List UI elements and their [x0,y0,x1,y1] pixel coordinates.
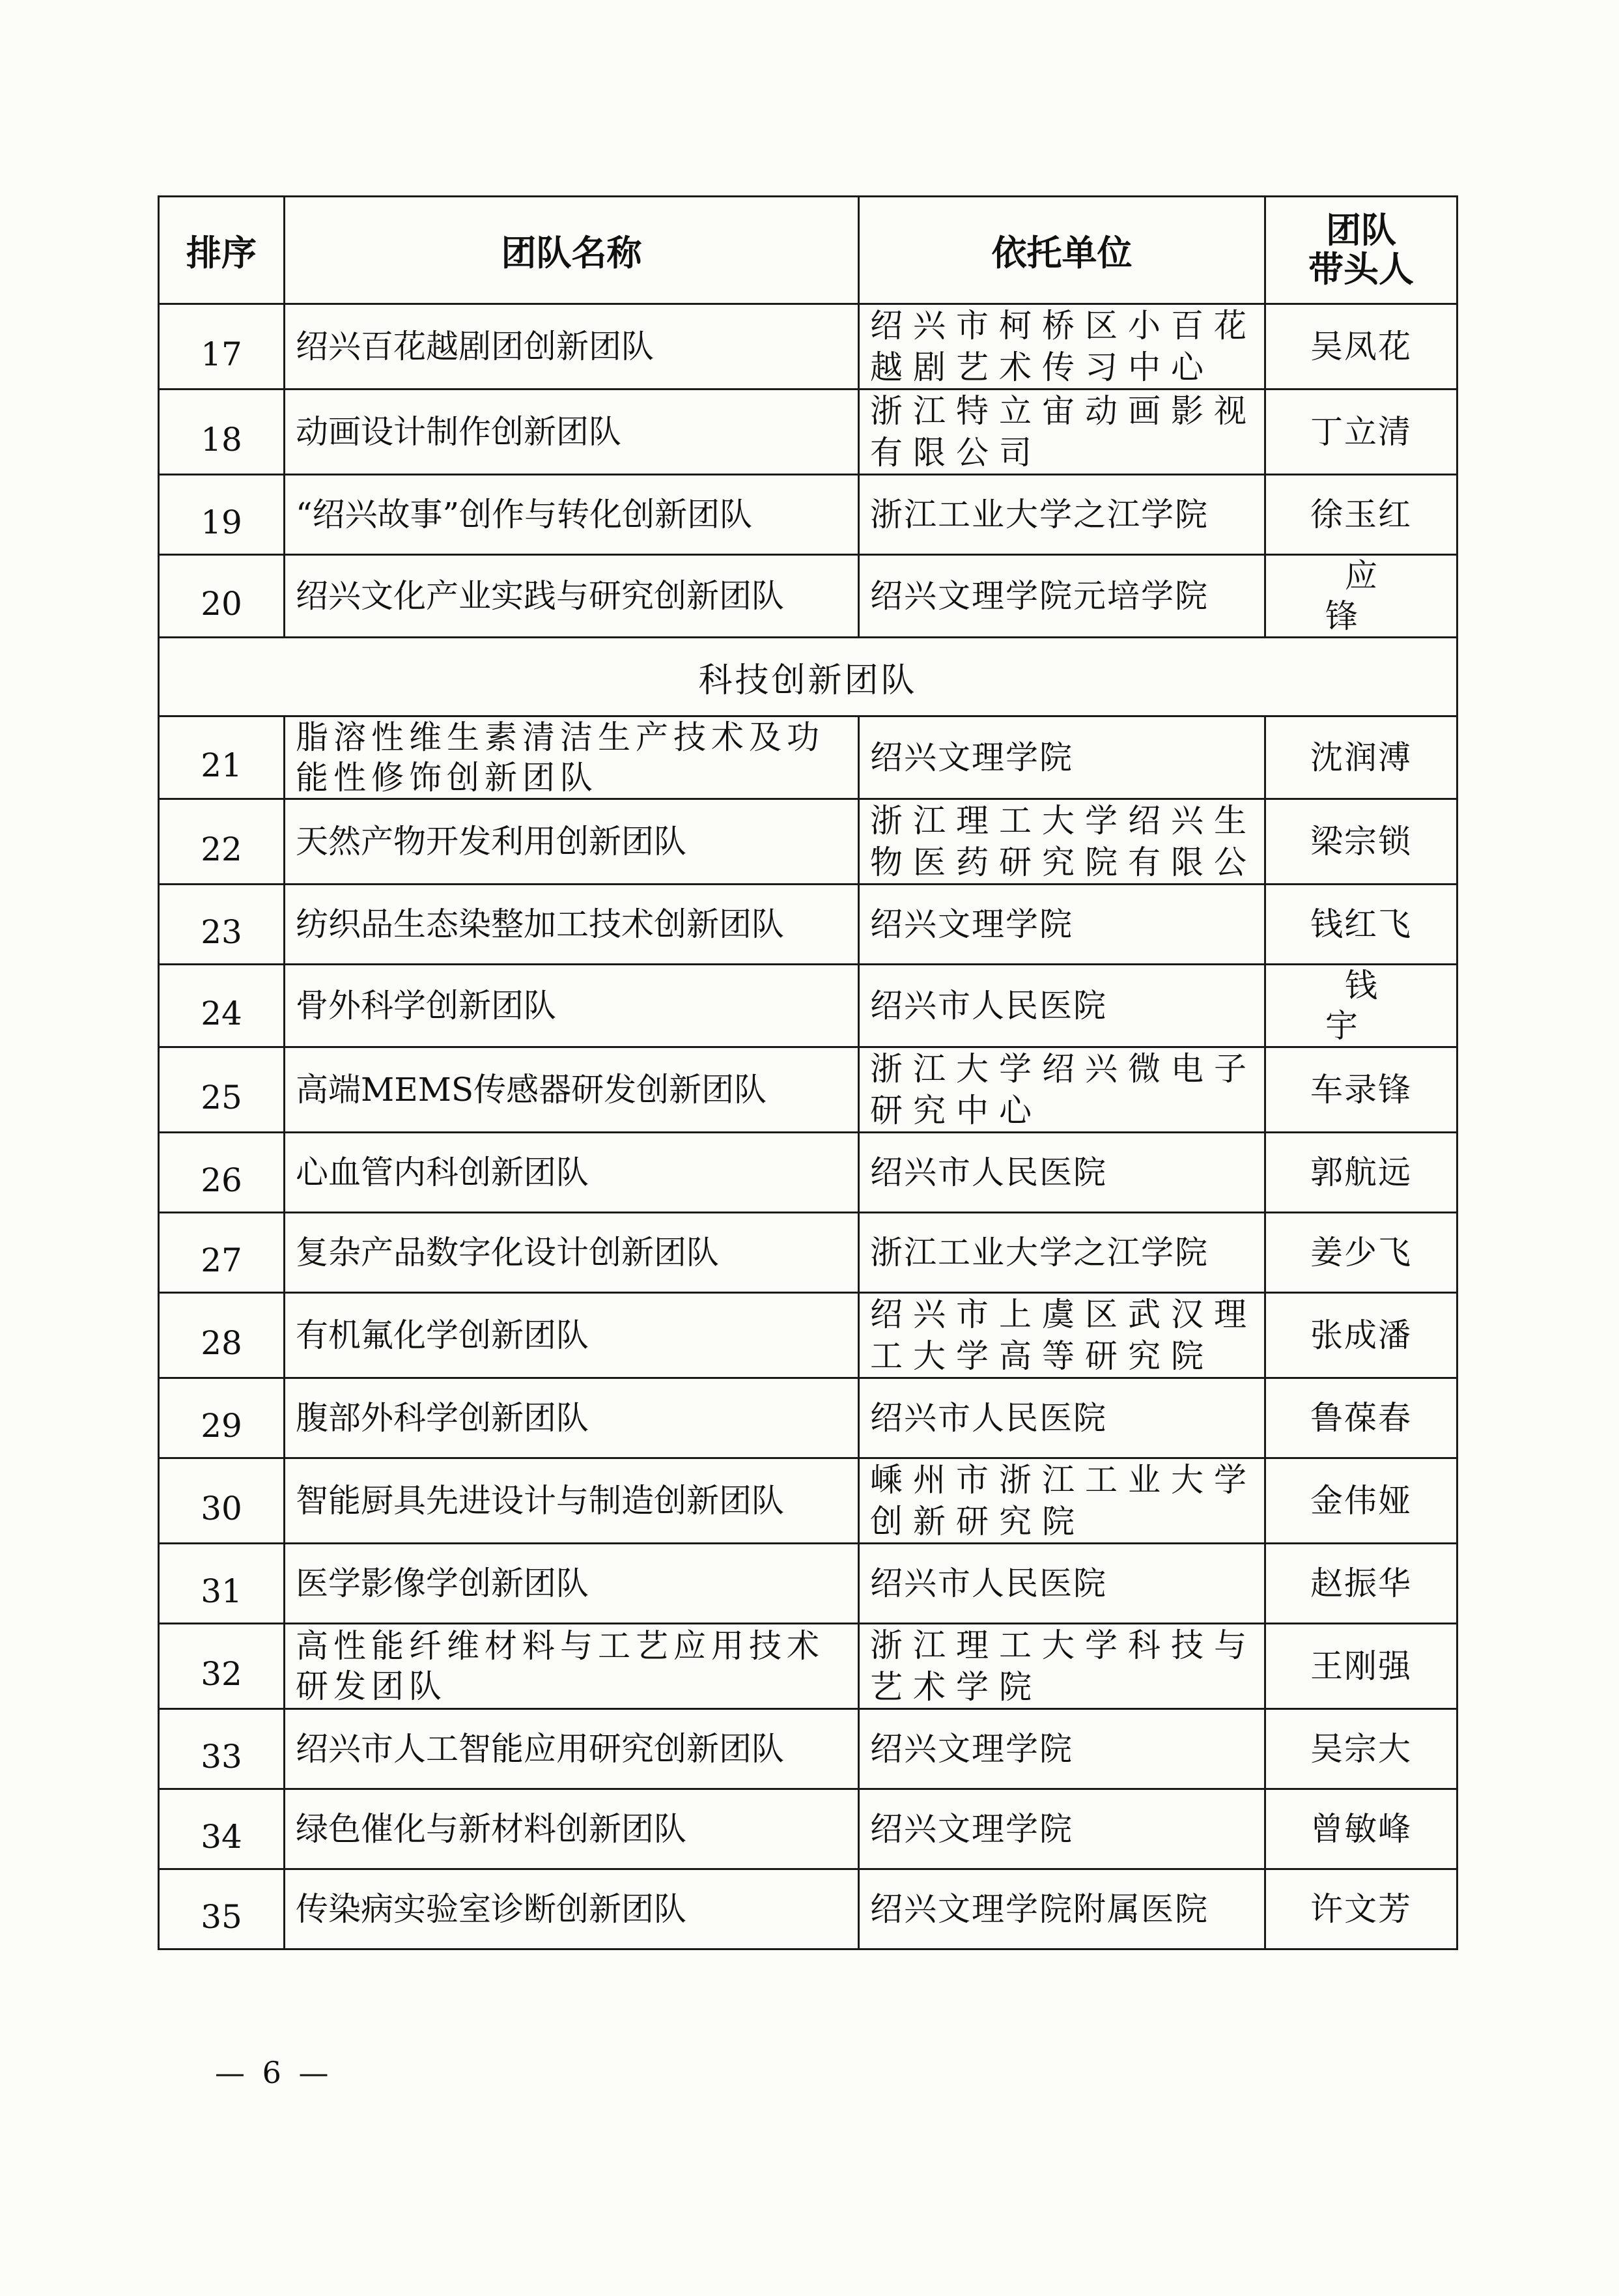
row-host-unit: 浙江理工大学科技与艺术学院 [859,1624,1265,1709]
row-team-leader: 梁宗锁 [1265,799,1457,885]
row-index: 23 [201,913,242,951]
table-row [159,965,1457,1047]
row-team-leader: 吴凤花 [1265,304,1457,390]
row-host-unit: 绍兴市人民医院 [859,1133,1265,1213]
row-index-cell [159,885,285,965]
table-row [159,1293,1457,1378]
header-host-unit: 依托单位 [859,197,1265,304]
row-host-unit: 绍兴文理学院 [859,1709,1265,1789]
row-index: 35 [201,1898,242,1936]
row-team-name: 腹部外科学创新团队 [285,1378,859,1458]
section-title: 科技创新团队 [159,638,1457,716]
row-team-leader: 郭航远 [1265,1133,1457,1213]
row-index: 33 [201,1738,242,1776]
table-row [159,1624,1457,1709]
row-team-name: 有机氟化学创新团队 [285,1293,859,1378]
row-team-name: 骨外科学创新团队 [285,965,859,1047]
row-index: 22 [201,830,242,868]
row-host-unit: 绍兴文理学院元培学院 [859,555,1265,638]
row-team-leader: 许文芳 [1265,1869,1457,1949]
table-header-row [159,197,1457,304]
row-host-unit: 绍兴市柯桥区小百花越剧艺术传习中心 [859,304,1265,390]
table-row [159,716,1457,799]
section-row [159,638,1457,716]
row-team-name: 动画设计制作创新团队 [285,390,859,475]
table-section [159,638,1457,716]
header-team-leader [1265,197,1457,304]
table-row [159,304,1457,390]
row-index-cell [159,1047,285,1133]
row-index: 17 [201,335,242,373]
row-team-leader: 曾敏峰 [1265,1789,1457,1869]
row-host-unit: 浙江理工大学绍兴生物医药研究院有限公 [859,799,1265,885]
row-team-name: 智能厨具先进设计与制造创新团队 [285,1458,859,1544]
table-row [159,555,1457,638]
row-index: 25 [201,1079,242,1116]
row-index: 26 [201,1161,242,1199]
table-row [159,1213,1457,1293]
header-team-leader-line2: 带头人 [1308,249,1414,290]
table-row [159,390,1457,475]
row-team-name: 绍兴文化产业实践与研究创新团队 [285,555,859,638]
header-team-leader-line1: 团队 [1326,210,1396,251]
row-index-cell [159,716,285,799]
row-host-unit: 浙江特立宙动画影视有限公司 [859,390,1265,475]
row-host-unit: 浙江工业大学之江学院 [859,475,1265,555]
row-team-leader: 姜少飞 [1265,1213,1457,1293]
row-index-cell [159,475,285,555]
header-team-name: 团队名称 [285,197,859,304]
row-team-leader: 赵振华 [1265,1544,1457,1624]
table-row [159,1789,1457,1869]
row-index: 27 [201,1241,242,1279]
row-index: 34 [201,1818,242,1856]
row-team-name: 绍兴市人工智能应用研究创新团队 [285,1709,859,1789]
row-team-leader: 王刚强 [1265,1624,1457,1709]
row-index-cell [159,390,285,475]
table-row [159,1047,1457,1133]
row-team-name: 复杂产品数字化设计创新团队 [285,1213,859,1293]
row-host-unit: 绍兴市人民医院 [859,1544,1265,1624]
row-index: 31 [201,1572,242,1610]
table-body-culture [159,304,1457,638]
row-index: 24 [201,995,242,1032]
row-team-leader: 钱红飞 [1265,885,1457,965]
row-index-cell [159,965,285,1047]
row-team-name: 心血管内科创新团队 [285,1133,859,1213]
row-index: 30 [201,1490,242,1527]
row-team-leader: 沈润溥 [1265,716,1457,799]
row-index-cell [159,1624,285,1709]
row-host-unit: 浙江大学绍兴微电子研究中心 [859,1047,1265,1133]
row-host-unit: 绍兴文理学院附属医院 [859,1869,1265,1949]
table-row [159,1378,1457,1458]
table-row [159,1458,1457,1544]
table-row [159,475,1457,555]
row-index: 20 [201,585,242,623]
row-index-cell [159,1869,285,1949]
row-host-unit: 浙江工业大学之江学院 [859,1213,1265,1293]
row-team-name: 高性能纤维材料与工艺应用技术研发团队 [285,1624,859,1709]
table-row [159,1869,1457,1949]
innovation-team-table [158,195,1458,1950]
row-team-name: 传染病实验室诊断创新团队 [285,1869,859,1949]
row-index-cell [159,1458,285,1544]
row-index-cell [159,1293,285,1378]
table-row [159,1544,1457,1624]
table-body-technology [159,716,1457,1949]
row-index-cell [159,1709,285,1789]
row-index: 28 [201,1324,242,1362]
row-index: 19 [201,503,242,541]
row-team-leader: 金伟娅 [1265,1458,1457,1544]
row-host-unit: 绍兴市人民医院 [859,1378,1265,1458]
row-index: 21 [201,746,242,784]
page-number: — 6 — [215,2055,333,2090]
row-index-cell [159,1213,285,1293]
header-index: 排序 [159,197,285,304]
row-host-unit: 绍兴文理学院 [859,1789,1265,1869]
row-index-cell [159,555,285,638]
row-index-cell [159,1789,285,1869]
row-host-unit: 绍兴市上虞区武汉理工大学高等研究院 [859,1293,1265,1378]
row-host-unit: 绍兴文理学院 [859,716,1265,799]
row-team-name: “绍兴故事”创作与转化创新团队 [285,475,859,555]
row-index: 29 [201,1407,242,1445]
table-row [159,1133,1457,1213]
row-team-name: 医学影像学创新团队 [285,1544,859,1624]
row-team-leader: 应锋 [1265,555,1457,638]
row-host-unit: 嵊州市浙江工业大学创新研究院 [859,1458,1265,1544]
row-host-unit: 绍兴市人民医院 [859,965,1265,1047]
table-row [159,885,1457,965]
row-team-leader: 鲁葆春 [1265,1378,1457,1458]
row-team-leader: 车录锋 [1265,1047,1457,1133]
row-team-name: 高端MEMS传感器研发创新团队 [285,1047,859,1133]
row-team-leader: 徐玉红 [1265,475,1457,555]
row-host-unit: 绍兴文理学院 [859,885,1265,965]
table-row [159,799,1457,885]
row-team-name: 绍兴百花越剧团创新团队 [285,304,859,390]
row-index: 18 [201,421,242,459]
row-index-cell [159,799,285,885]
row-team-name: 脂溶性维生素清洁生产技术及功能性修饰创新团队 [285,716,859,799]
table-row [159,1709,1457,1789]
row-index-cell [159,304,285,390]
row-team-leader: 吴宗大 [1265,1709,1457,1789]
row-team-name: 绿色催化与新材料创新团队 [285,1789,859,1869]
row-team-leader: 钱宇 [1265,965,1457,1047]
row-team-name: 天然产物开发利用创新团队 [285,799,859,885]
row-index-cell [159,1378,285,1458]
row-index-cell [159,1544,285,1624]
row-index: 32 [201,1655,242,1693]
row-team-leader: 丁立清 [1265,390,1457,475]
row-index-cell [159,1133,285,1213]
row-team-leader: 张成潘 [1265,1293,1457,1378]
row-team-name: 纺织品生态染整加工技术创新团队 [285,885,859,965]
